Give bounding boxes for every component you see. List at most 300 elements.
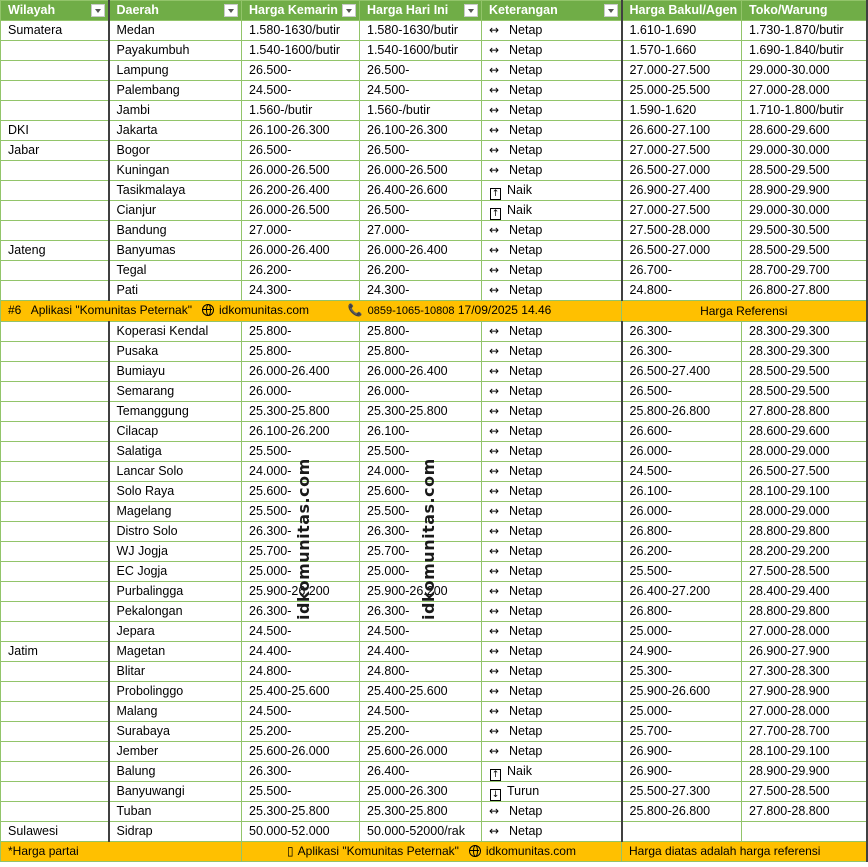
keterangan-label: Netap [509, 404, 543, 418]
keterangan-label: Netap [509, 504, 543, 518]
cell-daerah: Malang [109, 702, 242, 722]
filter-dropdown-icon[interactable] [224, 4, 238, 17]
table-row [1, 702, 867, 722]
cell-harga-bakul: 26.700- [622, 261, 742, 281]
keterangan-label: Netap [509, 43, 543, 57]
arrow-left-right-icon: ↔ [489, 744, 500, 758]
cell-keterangan [482, 261, 622, 281]
table-row [1, 822, 867, 842]
keterangan-label: Netap [509, 584, 543, 598]
cell-keterangan [482, 642, 622, 662]
cell-wilayah [1, 802, 109, 822]
cell-wilayah [1, 722, 109, 742]
footer-app-info [242, 842, 622, 862]
keterangan-label: Naik [507, 203, 533, 217]
cell-harga-hari-ini: 25.700- [360, 542, 482, 562]
cell-harga-bakul: 25.700- [622, 722, 742, 742]
cell-wilayah [1, 362, 109, 382]
cell-keterangan [482, 522, 622, 542]
cell-keterangan [482, 141, 622, 161]
cell-keterangan [482, 21, 622, 41]
cell-keterangan [482, 762, 622, 782]
arrow-left-right-icon: ↔ [489, 664, 500, 678]
arrow-left-right-icon: ↔ [489, 684, 500, 698]
cell-harga-kemarin: 26.300- [242, 522, 360, 542]
cell-keterangan [482, 362, 622, 382]
cell-daerah: Tegal [109, 261, 242, 281]
keterangan-label: Netap [509, 103, 543, 117]
footer-site-link[interactable]: idkomunitas.com [485, 844, 576, 858]
col-header-toko-warung [742, 1, 867, 21]
cell-wilayah [1, 221, 109, 241]
col-header-label: Harga Bakul/Agen [629, 3, 738, 17]
cell-harga-kemarin: 25.600-26.000 [242, 742, 360, 762]
keterangan-label: Netap [509, 63, 543, 77]
col-header-label: Wilayah [8, 3, 56, 17]
cell-harga-bakul: 25.800-26.800 [622, 802, 742, 822]
cell-keterangan [482, 322, 622, 342]
cell-harga-kemarin: 26.000-26.500 [242, 161, 360, 181]
filter-dropdown-icon[interactable] [464, 4, 478, 17]
cell-harga-kemarin: 26.000-26.400 [242, 362, 360, 382]
cell-toko-warung: 26.900-27.900 [742, 642, 867, 662]
cell-harga-bakul: 27.000-27.500 [622, 141, 742, 161]
arrow-left-right-icon: ↔ [489, 544, 500, 558]
table-row [1, 522, 867, 542]
cell-harga-hari-ini: 1.580-1630/butir [360, 21, 482, 41]
cell-harga-bakul: 1.590-1.620 [622, 101, 742, 121]
cell-daerah: Palembang [109, 81, 242, 101]
table-row [1, 221, 867, 241]
cell-harga-bakul: 26.400-27.200 [622, 582, 742, 602]
cell-harga-hari-ini: 26.500- [360, 141, 482, 161]
cell-harga-bakul: 26.900-27.400 [622, 181, 742, 201]
cell-keterangan [482, 682, 622, 702]
cell-keterangan [482, 181, 622, 201]
table-row [1, 121, 867, 141]
keterangan-label: Netap [509, 283, 543, 297]
cell-wilayah [1, 422, 109, 442]
cell-daerah: Distro Solo [109, 522, 242, 542]
arrow-left-right-icon: ↔ [489, 484, 500, 498]
cell-wilayah [1, 281, 109, 301]
cell-harga-bakul: 26.300- [622, 342, 742, 362]
arrow-left-right-icon: ↔ [489, 43, 500, 57]
arrow-left-right-icon: ↔ [489, 23, 500, 37]
cell-toko-warung: 27.900-28.900 [742, 682, 867, 702]
arrow-left-right-icon: ↔ [489, 223, 500, 237]
cell-toko-warung: 28.500-29.500 [742, 362, 867, 382]
cell-keterangan [482, 602, 622, 622]
phone-icon: 📞 [347, 303, 363, 317]
cell-keterangan [482, 462, 622, 482]
cell-keterangan [482, 402, 622, 422]
cell-daerah: Salatiga [109, 442, 242, 462]
arrow-up-icon: ↑ [491, 189, 500, 199]
cell-harga-bakul: 27.500-28.000 [622, 221, 742, 241]
cell-harga-hari-ini: 26.100-26.300 [360, 121, 482, 141]
cell-toko-warung: 28.800-29.800 [742, 602, 867, 622]
cell-harga-hari-ini: 26.000-26.400 [360, 362, 482, 382]
cell-harga-bakul: 1.570-1.660 [622, 41, 742, 61]
cell-harga-hari-ini: 26.300- [360, 602, 482, 622]
footer-app-name: Aplikasi "Komunitas Peternak" [297, 844, 459, 858]
cell-daerah: Pusaka [109, 342, 242, 362]
cell-keterangan [482, 442, 622, 462]
keterangan-label: Netap [509, 384, 543, 398]
cell-harga-hari-ini: 26.300- [360, 522, 482, 542]
cell-harga-hari-ini: 24.500- [360, 702, 482, 722]
cell-harga-hari-ini: 24.400- [360, 642, 482, 662]
cell-keterangan [482, 482, 622, 502]
cell-wilayah [1, 342, 109, 362]
cell-wilayah [1, 41, 109, 61]
cell-wilayah [1, 442, 109, 462]
banner-section [1, 301, 867, 322]
banner-reference-label: Harga Referensi [622, 301, 867, 322]
keterangan-label: Netap [509, 624, 543, 638]
col-header-label: Daerah [116, 3, 159, 17]
cell-wilayah [1, 402, 109, 422]
cell-daerah: Pekalongan [109, 602, 242, 622]
banner-info [1, 301, 622, 322]
cell-daerah: Lancar Solo [109, 462, 242, 482]
cell-daerah: Magelang [109, 502, 242, 522]
cell-daerah: Balung [109, 762, 242, 782]
table-row [1, 81, 867, 101]
cell-keterangan [482, 41, 622, 61]
cell-harga-kemarin: 26.000- [242, 382, 360, 402]
cell-toko-warung: 28.300-29.300 [742, 322, 867, 342]
keterangan-label: Netap [509, 684, 543, 698]
cell-harga-hari-ini: 25.900-26.200 [360, 582, 482, 602]
arrow-left-right-icon: ↔ [489, 564, 500, 578]
cell-keterangan [482, 61, 622, 81]
cell-toko-warung: 28.400-29.400 [742, 582, 867, 602]
cell-keterangan [482, 221, 622, 241]
filter-dropdown-icon[interactable] [604, 4, 618, 17]
arrow-left-right-icon: ↔ [489, 644, 500, 658]
cell-harga-kemarin: 25.600- [242, 482, 360, 502]
cell-harga-hari-ini: 25.300-25.800 [360, 402, 482, 422]
cell-daerah: Pati [109, 281, 242, 301]
table-row [1, 722, 867, 742]
cell-toko-warung: 28.000-29.000 [742, 502, 867, 522]
cell-harga-hari-ini: 24.500- [360, 622, 482, 642]
arrow-left-right-icon: ↔ [489, 604, 500, 618]
cell-keterangan [482, 802, 622, 822]
footer-reference-note: Harga diatas adalah harga referensi [622, 842, 867, 862]
cell-harga-kemarin: 24.000- [242, 462, 360, 482]
cell-daerah: Blitar [109, 662, 242, 682]
filter-dropdown-icon[interactable] [91, 4, 105, 17]
cell-wilayah [1, 462, 109, 482]
col-header-label: Keterangan [489, 3, 558, 17]
table-row [1, 402, 867, 422]
cell-toko-warung: 27.300-28.300 [742, 662, 867, 682]
watermark-text: idkomunitas.com [419, 458, 438, 620]
cell-daerah: Sidrap [109, 822, 242, 842]
col-header-keterangan [482, 1, 622, 21]
cell-toko-warung: 28.500-29.500 [742, 382, 867, 402]
cell-harga-hari-ini: 25.400-25.600 [360, 682, 482, 702]
cell-toko-warung: 27.700-28.700 [742, 722, 867, 742]
cell-daerah: Koperasi Kendal [109, 322, 242, 342]
cell-wilayah: Sumatera [1, 21, 109, 41]
cell-toko-warung: 26.500-27.500 [742, 462, 867, 482]
cell-harga-bakul: 1.610-1.690 [622, 21, 742, 41]
cell-wilayah [1, 582, 109, 602]
cell-daerah: Bumiayu [109, 362, 242, 382]
table-body-top [1, 21, 867, 301]
cell-wilayah: Sulawesi [1, 822, 109, 842]
cell-harga-hari-ini: 24.000- [360, 462, 482, 482]
cell-harga-hari-ini: 26.000-26.400 [360, 241, 482, 261]
cell-toko-warung: 28.100-29.100 [742, 742, 867, 762]
cell-harga-kemarin: 25.500- [242, 442, 360, 462]
table-row [1, 201, 867, 221]
cell-keterangan [482, 502, 622, 522]
col-header-label: Harga Kemarin [249, 3, 338, 17]
cell-harga-hari-ini: 26.500- [360, 61, 482, 81]
keterangan-label: Netap [509, 464, 543, 478]
cell-keterangan [482, 742, 622, 762]
cell-toko-warung: 1.710-1.800/butir [742, 101, 867, 121]
table-row [1, 762, 867, 782]
cell-daerah: Magetan [109, 642, 242, 662]
cell-daerah: Probolinggo [109, 682, 242, 702]
cell-wilayah: Jatim [1, 642, 109, 662]
cell-toko-warung: 27.500-28.500 [742, 782, 867, 802]
cell-harga-hari-ini: 24.800- [360, 662, 482, 682]
cell-toko-warung: 28.100-29.100 [742, 482, 867, 502]
cell-daerah: Tasikmalaya [109, 181, 242, 201]
keterangan-label: Netap [509, 704, 543, 718]
table-row [1, 322, 867, 342]
cell-harga-bakul: 26.800- [622, 522, 742, 542]
cell-keterangan [482, 722, 622, 742]
cell-harga-kemarin: 25.800- [242, 322, 360, 342]
cell-keterangan [482, 582, 622, 602]
cell-harga-kemarin: 24.400- [242, 642, 360, 662]
cell-harga-kemarin: 25.500- [242, 782, 360, 802]
cell-toko-warung: 29.000-30.000 [742, 141, 867, 161]
cell-wilayah [1, 61, 109, 81]
col-header-label: Toko/Warung [749, 3, 828, 17]
cell-harga-bakul: 27.000-27.500 [622, 201, 742, 221]
cell-harga-kemarin: 25.400-25.600 [242, 682, 360, 702]
cell-toko-warung: 28.900-29.900 [742, 181, 867, 201]
cell-keterangan [482, 542, 622, 562]
table-row [1, 342, 867, 362]
cell-wilayah [1, 662, 109, 682]
col-header-wilayah [1, 1, 109, 21]
table-row [1, 281, 867, 301]
cell-wilayah [1, 682, 109, 702]
cell-harga-bakul: 26.900- [622, 762, 742, 782]
arrow-left-right-icon: ↔ [489, 344, 500, 358]
keterangan-label: Netap [509, 123, 543, 137]
cell-toko-warung: 27.500-28.500 [742, 562, 867, 582]
cell-harga-bakul: 25.800-26.800 [622, 402, 742, 422]
cell-harga-hari-ini: 25.200- [360, 722, 482, 742]
cell-wilayah [1, 562, 109, 582]
cell-harga-bakul: 25.900-26.600 [622, 682, 742, 702]
footer-section [1, 842, 867, 862]
table-row [1, 502, 867, 522]
keterangan-label: Netap [509, 664, 543, 678]
arrow-left-right-icon: ↔ [489, 524, 500, 538]
cell-wilayah [1, 322, 109, 342]
cell-daerah: Kuningan [109, 161, 242, 181]
cell-wilayah [1, 602, 109, 622]
keterangan-label: Netap [509, 243, 543, 257]
cell-harga-hari-ini: 25.500- [360, 502, 482, 522]
cell-wilayah: Jateng [1, 241, 109, 261]
filter-dropdown-icon[interactable] [342, 4, 356, 17]
table-row [1, 161, 867, 181]
arrow-left-right-icon: ↔ [489, 364, 500, 378]
cell-harga-bakul: 26.600-27.100 [622, 121, 742, 141]
keterangan-label: Netap [509, 444, 543, 458]
cell-wilayah [1, 702, 109, 722]
cell-daerah: Bogor [109, 141, 242, 161]
cell-keterangan [482, 822, 622, 842]
keterangan-label: Netap [509, 644, 543, 658]
cell-harga-bakul: 26.500- [622, 382, 742, 402]
cell-harga-bakul: 26.800- [622, 602, 742, 622]
keterangan-label: Netap [509, 564, 543, 578]
cell-wilayah [1, 261, 109, 281]
cell-harga-hari-ini: 1.560-/butir [360, 101, 482, 121]
cell-keterangan [482, 81, 622, 101]
cell-harga-hari-ini: 26.000-26.500 [360, 161, 482, 181]
table-row [1, 241, 867, 261]
table-row [1, 362, 867, 382]
cell-toko-warung: 28.900-29.900 [742, 762, 867, 782]
cell-daerah: Bandung [109, 221, 242, 241]
footer-note: *Harga partai [1, 842, 242, 862]
arrow-left-right-icon: ↔ [489, 824, 500, 838]
table-row [1, 261, 867, 281]
cell-harga-bakul: 26.000- [622, 442, 742, 462]
cell-harga-kemarin: 26.000-26.500 [242, 201, 360, 221]
phone-app-icon: ▯ [287, 844, 294, 858]
cell-harga-bakul: 26.500-27.000 [622, 241, 742, 261]
cell-wilayah [1, 762, 109, 782]
table-row [1, 682, 867, 702]
cell-daerah: Cilacap [109, 422, 242, 442]
cell-daerah: Payakumbuh [109, 41, 242, 61]
cell-wilayah [1, 502, 109, 522]
cell-daerah: Lampung [109, 61, 242, 81]
col-header-harga-kemarin [242, 1, 360, 21]
cell-toko-warung: 29.500-30.500 [742, 221, 867, 241]
cell-harga-kemarin: 25.800- [242, 342, 360, 362]
cell-harga-bakul: 26.600- [622, 422, 742, 442]
banner-app-name: Aplikasi "Komunitas Peternak" [30, 303, 192, 317]
table-body-bottom [1, 322, 867, 842]
cell-keterangan [482, 121, 622, 141]
cell-daerah: EC Jogja [109, 562, 242, 582]
cell-daerah: Jepara [109, 622, 242, 642]
arrow-left-right-icon: ↔ [489, 504, 500, 518]
keterangan-label: Netap [509, 263, 543, 277]
cell-daerah: Solo Raya [109, 482, 242, 502]
arrow-down-icon: ↓ [491, 790, 500, 800]
cell-toko-warung: 28.300-29.300 [742, 342, 867, 362]
cell-daerah: Semarang [109, 382, 242, 402]
cell-toko-warung: 28.500-29.500 [742, 161, 867, 181]
cell-harga-hari-ini: 24.300- [360, 281, 482, 301]
arrow-up-icon: ↑ [491, 770, 500, 780]
cell-harga-hari-ini: 25.300-25.800 [360, 802, 482, 822]
cell-toko-warung: 27.000-28.000 [742, 702, 867, 722]
arrow-left-right-icon: ↔ [489, 163, 500, 177]
cell-wilayah [1, 161, 109, 181]
cell-wilayah [1, 81, 109, 101]
cell-harga-bakul: 26.500-27.400 [622, 362, 742, 382]
cell-keterangan [482, 101, 622, 121]
cell-wilayah [1, 181, 109, 201]
keterangan-label: Netap [509, 604, 543, 618]
arrow-left-right-icon: ↔ [489, 103, 500, 117]
cell-keterangan [482, 562, 622, 582]
cell-keterangan [482, 382, 622, 402]
cell-harga-hari-ini: 25.000-26.300 [360, 782, 482, 802]
arrow-left-right-icon: ↔ [489, 624, 500, 638]
keterangan-label: Netap [509, 804, 543, 818]
cell-harga-kemarin: 24.500- [242, 622, 360, 642]
keterangan-label: Naik [507, 764, 533, 778]
cell-harga-kemarin: 26.500- [242, 61, 360, 81]
cell-toko-warung: 27.000-28.000 [742, 622, 867, 642]
table-row [1, 41, 867, 61]
cell-harga-bakul: 24.800- [622, 281, 742, 301]
arrow-up-icon: ↑ [491, 209, 500, 219]
arrow-left-right-icon: ↔ [489, 444, 500, 458]
cell-harga-kemarin: 26.200-26.400 [242, 181, 360, 201]
cell-daerah: Surabaya [109, 722, 242, 742]
arrow-left-right-icon: ↔ [489, 123, 500, 137]
watermark-text: idkomunitas.com [294, 458, 313, 620]
cell-harga-kemarin: 24.500- [242, 81, 360, 101]
cell-toko-warung: 1.730-1.870/butir [742, 21, 867, 41]
cell-keterangan [482, 201, 622, 221]
cell-harga-bakul: 25.500-27.300 [622, 782, 742, 802]
cell-harga-hari-ini: 25.600-26.000 [360, 742, 482, 762]
table-row [1, 141, 867, 161]
arrow-left-right-icon: ↔ [489, 243, 500, 257]
header-row [1, 1, 867, 21]
cell-toko-warung: 29.000-30.000 [742, 201, 867, 221]
cell-toko-warung: 29.000-30.000 [742, 61, 867, 81]
table-row [1, 21, 867, 41]
keterangan-label: Netap [509, 484, 543, 498]
banner-site-link[interactable]: idkomunitas.com [218, 303, 310, 317]
cell-harga-kemarin: 24.300- [242, 281, 360, 301]
cell-harga-hari-ini: 25.000- [360, 562, 482, 582]
cell-harga-bakul: 24.500- [622, 462, 742, 482]
cell-keterangan [482, 782, 622, 802]
cell-toko-warung: 27.800-28.800 [742, 802, 867, 822]
table-row [1, 562, 867, 582]
table-row [1, 382, 867, 402]
cell-harga-kemarin: 1.580-1630/butir [242, 21, 360, 41]
col-header-label: Harga Hari Ini [367, 3, 449, 17]
cell-daerah: Purbalingga [109, 582, 242, 602]
arrow-left-right-icon: ↔ [489, 424, 500, 438]
